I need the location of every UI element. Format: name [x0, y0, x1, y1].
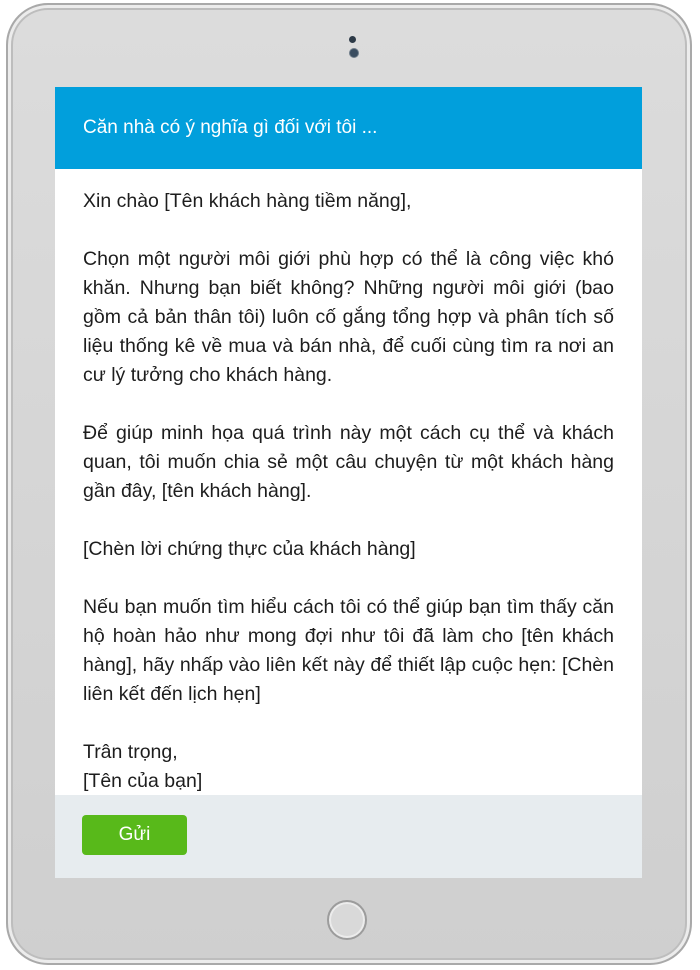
sensor-icon: [349, 36, 356, 43]
email-body[interactable]: [55, 169, 642, 792]
home-button[interactable]: [327, 900, 367, 940]
email-paragraph: Để giúp minh họa quá trình này một cách cụ thể và khách quan, tôi muốn chia sẻ một câu chuyện từ một khách hàng gần đây, [tên khách hàng].: [83, 422, 614, 502]
email-footer: [55, 795, 642, 878]
email-paragraph: Nếu bạn muốn tìm hiểu cách tôi có thể giúp bạn tìm thấy căn hộ hoàn hảo như mong đợi như tôi đã làm cho [tên khách hàng], hãy nhấp vào liên kết này để thiết lập cuộc hẹn: [Chèn liên kết đến lịch hẹn]: [83, 596, 614, 705]
email-header: [55, 87, 642, 169]
camera-icon: [350, 49, 358, 57]
send-button[interactable]: Gửi: [82, 815, 187, 855]
email-paragraph: Chọn một người môi giới phù hợp có thể là công việc khó khăn. Nhưng bạn biết không? Những người môi giới (bao gồm cả bản thân tôi) luôn cố gắng tổng hợp và phân tích số liệu thống kê về mua và bán nhà, để cuối cùng tìm ra nơi an cư lý tưởng cho khách hàng.: [83, 248, 614, 386]
email-closing: Trân trọng,: [83, 741, 178, 763]
email-subject: Căn nhà có ý nghĩa gì đối với tôi ...: [83, 117, 378, 138]
email-paragraph: [Chèn lời chứng thực của khách hàng]: [83, 538, 416, 560]
email-screen: [55, 87, 642, 878]
email-signature: [Tên của bạn]: [83, 770, 203, 792]
email-greeting: Xin chào [Tên khách hàng tiềm năng],: [83, 190, 412, 212]
